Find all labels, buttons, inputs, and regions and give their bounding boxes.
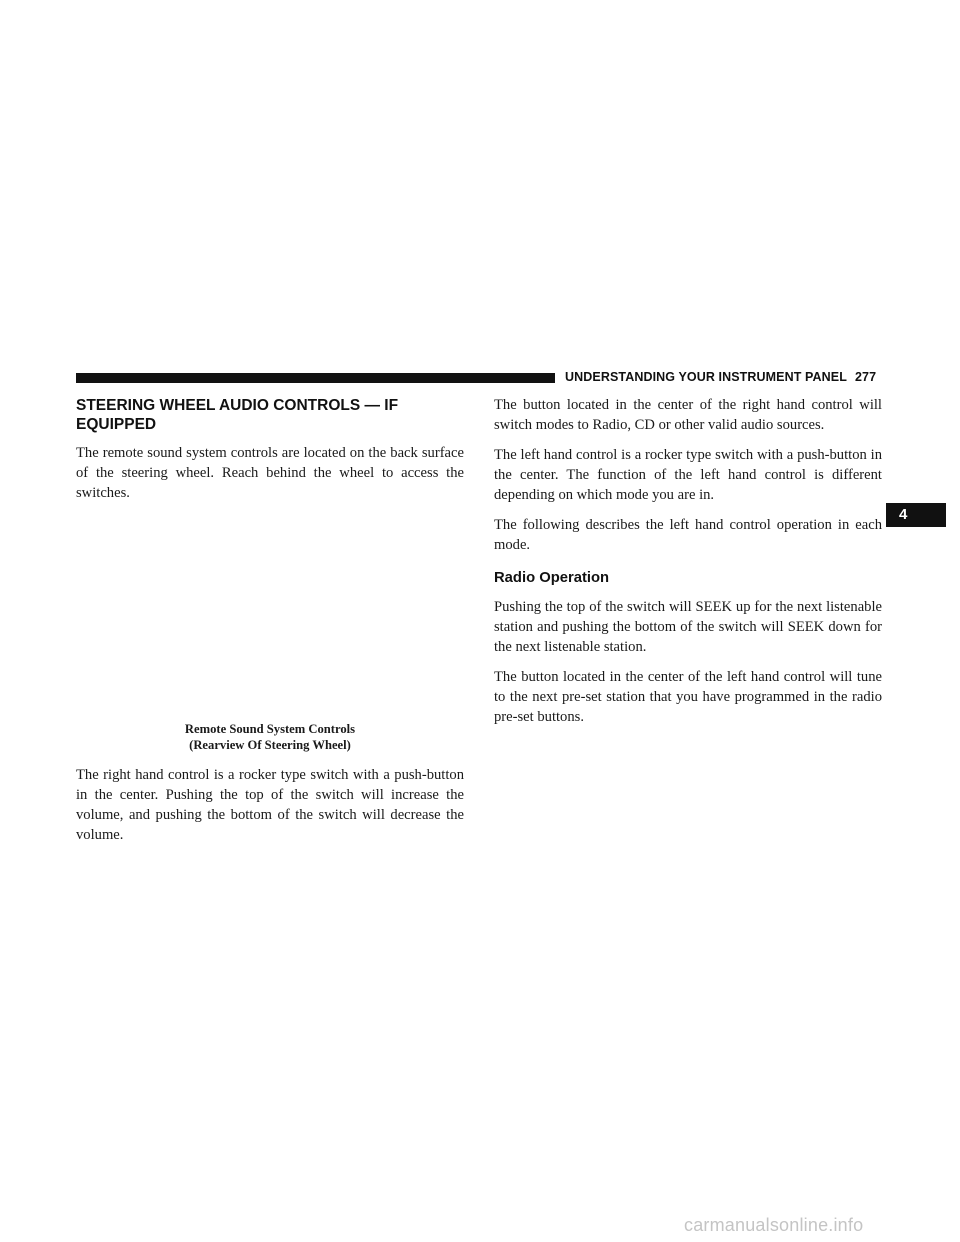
left-column [76,396,464,855]
watermark-link[interactable]: carmanualsonline.info [684,1215,864,1235]
caption-line-2: (Rearview Of Steering Wheel) [189,737,351,752]
right-control-paragraph: The right hand control is a rocker type switch with a push-button in the center. Pushing the top of the switch will increase the volume, and pushing the bottom of the switch will decrease the volume. [76,767,464,843]
mode-button-paragraph: The button located in the center of the right hand control will switch modes to Radio, CD or other valid audio sources. [494,397,882,433]
following-describes-paragraph: The following describes the left hand control operation in each mode. [494,517,882,553]
seek-paragraph: Pushing the top of the switch will SEEK up for the next listenable station and pushing the bottom of the switch will SEEK down for the next listenable station. [494,599,882,655]
caption-line-1: Remote Sound System Controls [184,722,356,736]
preset-paragraph: The button located in the center of the left hand control will tune to the next pre-set station that you have programmed in the radio pre-set buttons. [494,669,882,725]
right-column [494,395,882,737]
page-number: 277 [854,370,877,384]
left-control-paragraph: The left hand control is a rocker type switch with a push-button in the center. The function of the left hand control is different depending on which mode you are in. [494,447,882,503]
radio-operation-heading: Radio Operation [494,570,610,586]
header-rule [76,373,555,383]
header-section-title: UNDERSTANDING YOUR INSTRUMENT PANEL [565,370,847,384]
chapter-tab: 4 [886,503,946,527]
figure-caption [76,722,464,753]
section-title: STEERING WHEEL AUDIO CONTROLS — IF EQUIPPED [76,397,399,433]
running-header [565,370,876,384]
intro-paragraph: The remote sound system controls are located on the back surface of the steering wheel. Reach behind the wheel to access the switches. [76,445,464,501]
figure-placeholder [76,513,464,722]
